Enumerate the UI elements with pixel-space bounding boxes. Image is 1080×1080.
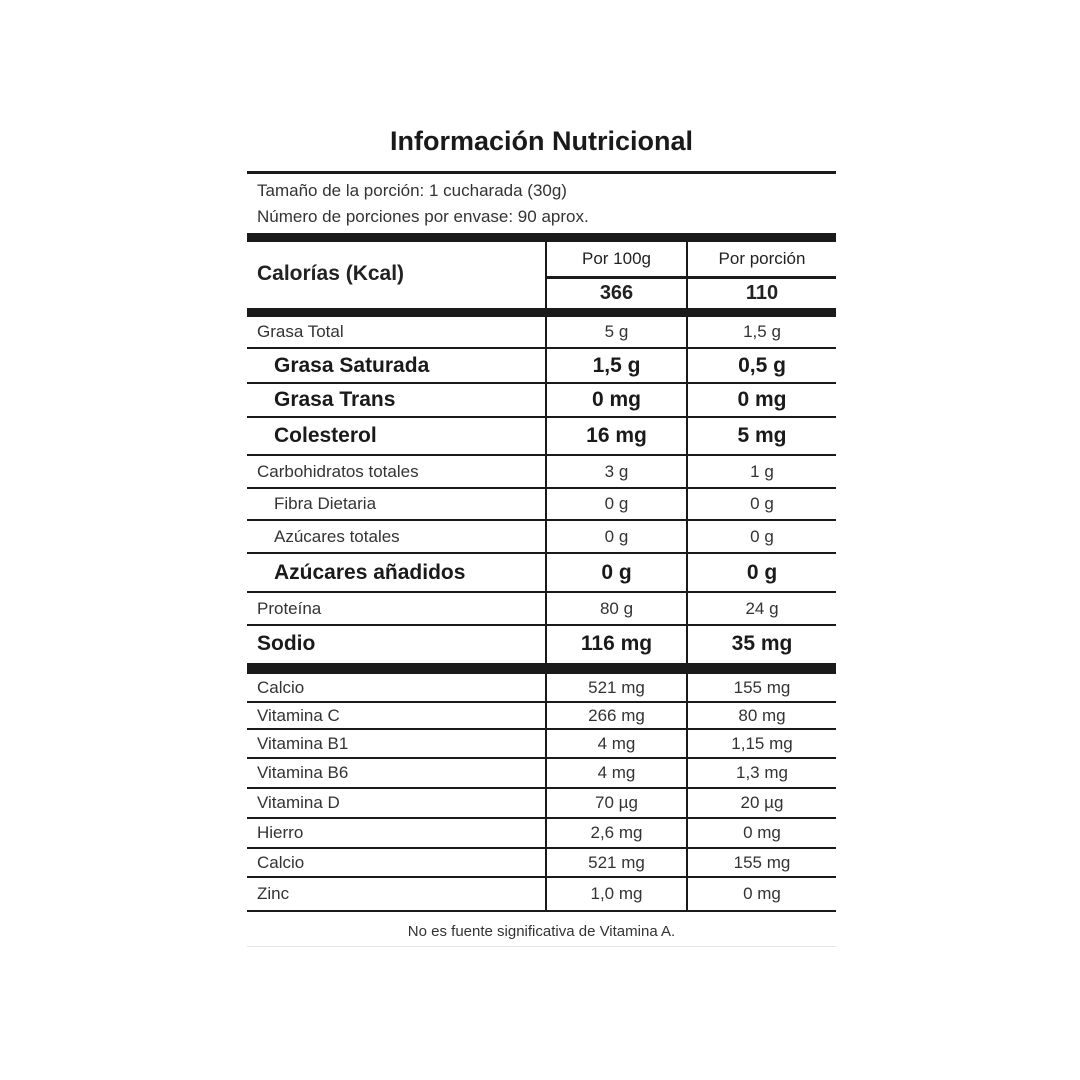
table-row [247, 384, 836, 418]
label-title: Información Nutricional [389, 126, 694, 156]
thick-divider [247, 233, 836, 242]
nutrient-name: Azúcares añadidos [247, 554, 547, 591]
nutrient-name: Calcio [247, 674, 547, 701]
value-per-serving: 0 mg [737, 388, 787, 411]
per-serving-header: Por porción [688, 242, 836, 279]
value-per-serving: 155 mg [733, 678, 791, 697]
value-per-100g: 0 g [547, 554, 688, 591]
nutrient-name: Carbohidratos totales [247, 456, 547, 487]
per-100g-header: Por 100g [547, 242, 686, 279]
value-per-100g: 0 g [547, 521, 688, 552]
value-per-serving: 1,3 mg [736, 763, 788, 782]
nutrients-table [247, 317, 836, 663]
value-per-serving: 20 µg [740, 793, 784, 812]
nutrient-name: Grasa Saturada [247, 349, 547, 382]
value-per-100g: 70 µg [547, 789, 688, 817]
nutrient-name: Fibra Dietaria [247, 489, 547, 519]
micronutrients-table [247, 674, 836, 912]
nutrient-name: Hierro [247, 819, 547, 847]
table-row [247, 317, 836, 349]
value-per-100g: 0 mg [547, 384, 688, 416]
value-per-100g: 4 mg [547, 759, 688, 787]
table-row [247, 674, 836, 703]
value-per-100g: 4 mg [547, 730, 688, 757]
nutrient-name: Calcio [247, 849, 547, 876]
table-row [247, 789, 836, 819]
nutrient-name: Azúcares totales [247, 521, 547, 552]
nutrient-name: Colesterol [247, 418, 547, 454]
value-per-serving: 24 g [745, 599, 779, 618]
table-row [247, 554, 836, 593]
table-row [247, 849, 836, 878]
value-per-100g: 266 mg [547, 703, 688, 728]
value-per-serving: 0 mg [743, 884, 781, 903]
table-row [247, 703, 836, 730]
value-per-serving: 155 mg [733, 853, 791, 872]
value-per-serving: 0 mg [743, 823, 781, 842]
table-row [247, 819, 836, 849]
value-per-serving: 0 g [750, 527, 774, 546]
footnote: No es fuente significativa de Vitamina A. [247, 912, 836, 947]
value-per-100g: 3 g [547, 456, 688, 487]
value-per-serving: 5 mg [737, 424, 787, 447]
nutrition-label [247, 120, 836, 947]
thick-divider [247, 663, 836, 674]
nutrient-name: Sodio [247, 626, 547, 663]
value-per-100g: 1,0 mg [547, 878, 688, 910]
serving-size: Tamaño de la porción: 1 cucharada (30g) [257, 181, 567, 200]
table-row [247, 878, 836, 912]
table-row [247, 593, 836, 626]
calories-per-100g: 366 [599, 282, 634, 304]
table-row [247, 456, 836, 489]
value-per-100g: 0 g [547, 489, 688, 519]
thick-divider [247, 308, 836, 317]
value-per-serving: 1,15 mg [731, 734, 793, 753]
servings-per-container: Número de porciones por envase: 90 aprox. [257, 207, 589, 226]
table-row [247, 489, 836, 521]
per-serving-column [688, 242, 836, 308]
value-per-100g: 16 mg [547, 418, 688, 454]
value-per-100g: 5 g [547, 317, 688, 347]
per-100g-column [547, 242, 688, 308]
value-per-serving: 0 g [746, 561, 778, 584]
nutrient-name: Vitamina C [247, 703, 547, 728]
table-row [247, 521, 836, 554]
table-row [247, 349, 836, 384]
value-per-100g: 116 mg [547, 626, 688, 663]
table-row [247, 418, 836, 456]
value-per-serving: 0 g [750, 494, 774, 513]
nutrient-name: Grasa Trans [247, 384, 547, 416]
value-per-100g: 80 g [547, 593, 688, 624]
serving-info [247, 174, 836, 233]
nutrient-name: Zinc [247, 878, 547, 910]
calories-per-serving: 110 [745, 282, 779, 304]
table-row [247, 626, 836, 663]
nutrient-name: Proteína [247, 593, 547, 624]
value-per-serving: 1,5 g [743, 322, 781, 341]
nutrient-name: Vitamina B6 [247, 759, 547, 787]
value-per-100g: 521 mg [547, 674, 688, 701]
nutrient-name: Grasa Total [247, 317, 547, 347]
value-per-serving: 1 g [750, 462, 774, 481]
table-row [247, 730, 836, 759]
table-row [247, 759, 836, 789]
nutrient-name: Vitamina D [247, 789, 547, 817]
value-per-serving: 80 mg [738, 706, 786, 725]
value-per-serving: 35 mg [731, 632, 793, 655]
value-per-serving: 0,5 g [738, 354, 786, 377]
calories-row [247, 242, 836, 308]
value-per-100g: 1,5 g [547, 349, 688, 382]
value-per-100g: 2,6 mg [547, 819, 688, 847]
nutrient-name: Vitamina B1 [247, 730, 547, 757]
calories-label: Calorías (Kcal) [247, 242, 547, 308]
value-per-100g: 521 mg [547, 849, 688, 876]
